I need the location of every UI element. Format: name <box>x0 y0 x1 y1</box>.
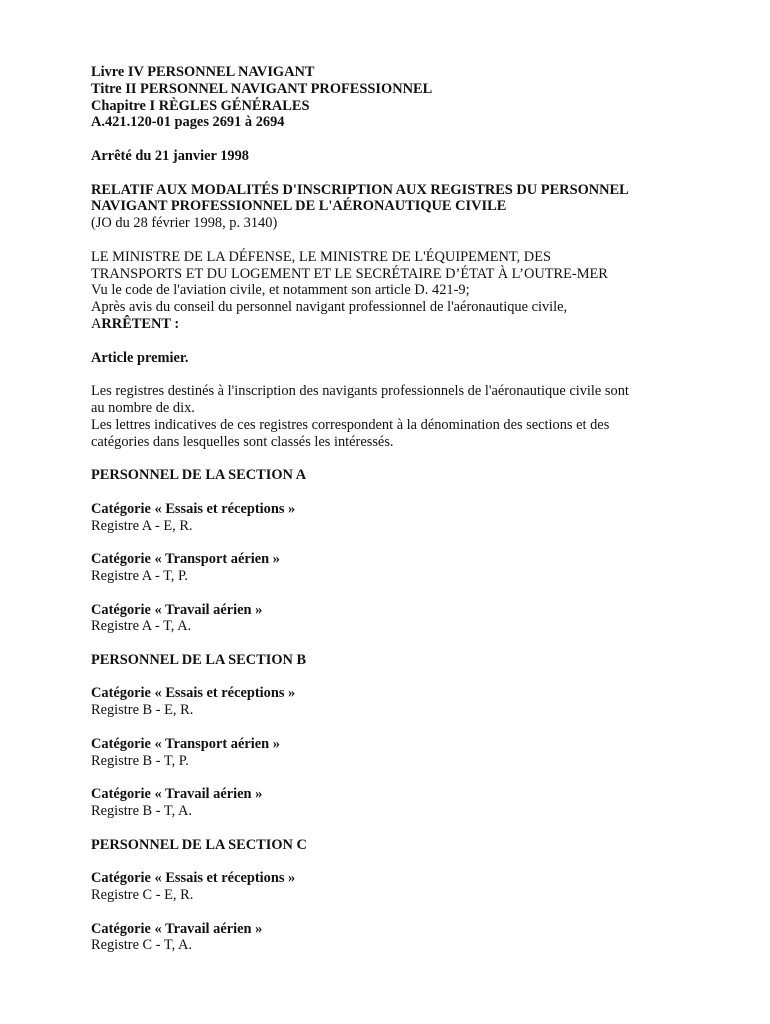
category-registre: Registre A - T, A. <box>91 618 192 635</box>
article-paragraph-1-line-2: au nombre de dix. <box>91 399 195 416</box>
article-paragraph-2-line-1: Les lettres indicatives de ces registres correspondent à la dénomination des sections et des <box>91 416 610 433</box>
article-paragraph-2-line-2: catégories dans lesquelles sont classés les intéressés. <box>91 433 394 450</box>
arretent-first-letter: A <box>91 315 102 332</box>
arretent-rest: RRÊTENT : <box>101 315 180 332</box>
document-header <box>91 64 691 131</box>
preamble-block <box>91 249 691 333</box>
category-name: Catégorie « Travail aérien » <box>91 601 263 618</box>
arrete-date: Arrêté du 21 janvier 1998 <box>91 147 250 164</box>
category-name: Catégorie « Essais et réceptions » <box>91 685 296 702</box>
preamble-line-1: LE MINISTRE DE LA DÉFENSE, LE MINISTRE DE L'ÉQUIPEMENT, DES <box>91 248 551 265</box>
titre-heading: Titre II PERSONNEL NAVIGANT PROFESSIONNEL <box>91 80 433 97</box>
section-title: PERSONNEL DE LA SECTION A <box>91 467 307 484</box>
article-paragraph-1-line-1: Les registres destinés à l'inscription des navigants professionnels de l'aéronautique civile sont <box>91 383 629 400</box>
category-registre: Registre B - T, A. <box>91 803 192 820</box>
subject-line-2: NAVIGANT PROFESSIONNEL DE L'AÉRONAUTIQUE CIVILE <box>91 198 507 215</box>
category-name: Catégorie « Essais et réceptions » <box>91 870 296 887</box>
category-name: Catégorie « Essais et réceptions » <box>91 500 296 517</box>
preamble-line-2: TRANSPORTS ET DU LOGEMENT ET LE SECRÉTAIRE D’ÉTAT À L’OUTRE-MER <box>91 265 608 282</box>
section-title: PERSONNEL DE LA SECTION B <box>91 651 307 668</box>
category-registre: Registre A - T, P. <box>91 567 189 584</box>
section-b <box>91 652 691 820</box>
subject-line-1: RELATIF AUX MODALITÉS D'INSCRIPTION AUX REGISTRES DU PERSONNEL <box>91 181 629 198</box>
subject-block <box>91 182 691 232</box>
category-registre: Registre C - E, R. <box>91 887 194 904</box>
category-name: Catégorie « Travail aérien » <box>91 920 263 937</box>
journal-officiel-reference: (JO du 28 février 1998, p. 3140) <box>91 215 278 232</box>
livre-heading: Livre IV PERSONNEL NAVIGANT <box>91 64 315 80</box>
category-name: Catégorie « Transport aérien » <box>91 735 280 752</box>
preamble-line-3: Vu le code de l'aviation civile, et notamment son article D. 421-9; <box>91 282 470 299</box>
arretent-line <box>91 316 691 333</box>
category-registre: Registre C - T, A. <box>91 937 192 954</box>
reference-heading: A.421.120-01 pages 2691 à 2694 <box>91 114 285 131</box>
section-title: PERSONNEL DE LA SECTION C <box>91 836 307 853</box>
category-registre: Registre B - E, R. <box>91 702 194 719</box>
article-body <box>91 383 691 450</box>
document-page <box>91 64 691 954</box>
category-registre: Registre A - E, R. <box>91 517 193 534</box>
category-registre: Registre B - T, P. <box>91 752 189 769</box>
category-name: Catégorie « Travail aérien » <box>91 786 263 803</box>
section-c <box>91 837 691 955</box>
chapitre-heading: Chapitre I RÈGLES GÉNÉRALES <box>91 97 310 114</box>
article-title: Article premier. <box>91 349 189 366</box>
category-name: Catégorie « Transport aérien » <box>91 551 280 568</box>
preamble-line-4: Après avis du conseil du personnel navigant professionnel de l'aéronautique civile, <box>91 299 568 316</box>
section-a <box>91 467 691 635</box>
